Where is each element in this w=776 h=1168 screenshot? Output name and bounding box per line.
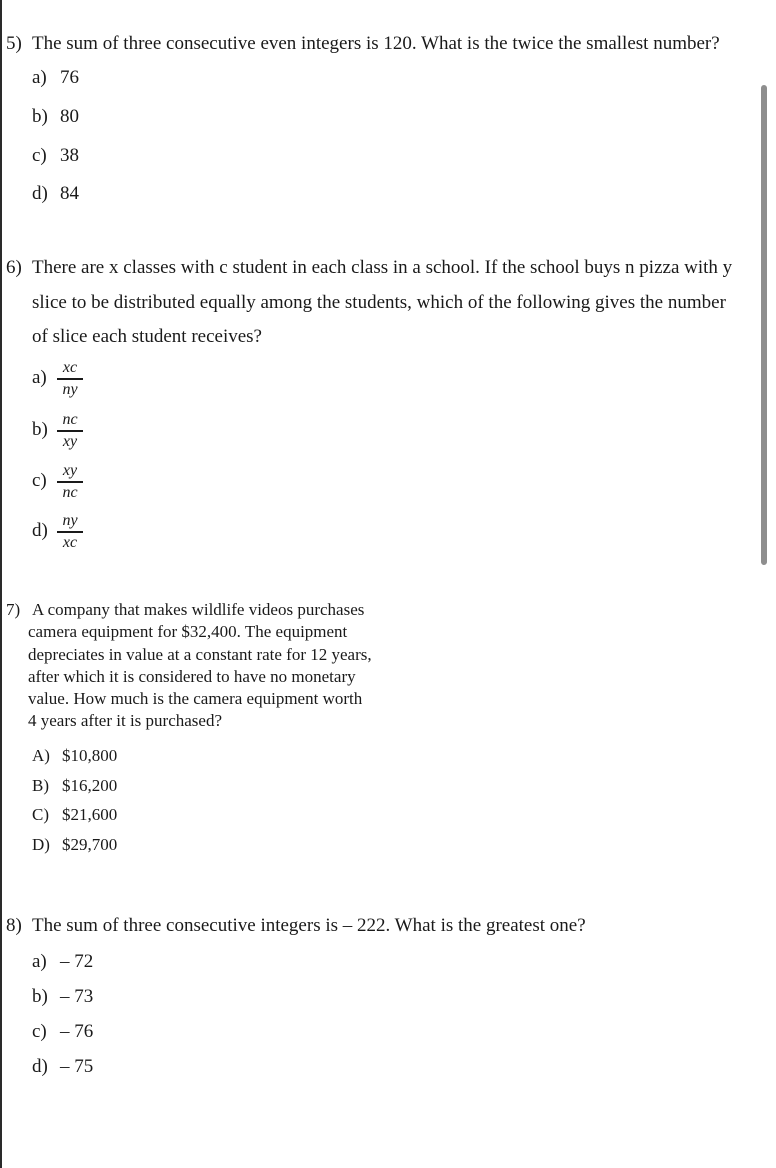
question-text: The sum of three consecutive even integers is 120. What is the twice the smallest number? [32, 33, 720, 54]
option-text: $21,600 [62, 805, 118, 824]
question-number: 6) [6, 257, 22, 278]
option-label: b) [32, 986, 48, 1007]
question-8 [6, 909, 586, 943]
option-text: – 72 [60, 951, 94, 972]
question-7 [6, 600, 364, 620]
option-text: – 76 [60, 1021, 94, 1042]
fraction [58, 358, 82, 400]
option-label: b) [32, 106, 48, 127]
option-label: c) [32, 1021, 47, 1042]
answer-option[interactable] [32, 776, 117, 796]
option-text: – 75 [60, 1056, 94, 1077]
option-label: A) [32, 746, 50, 765]
question-text: A company that makes wildlife videos purchases [32, 600, 365, 619]
answer-option[interactable] [32, 1056, 93, 1078]
question-text: depreciates in value at a constant rate for 12 years, [28, 645, 372, 664]
question-text: after which it is considered to have no monetary [28, 667, 356, 686]
fraction-denominator: ny [62, 380, 78, 398]
fraction-denominator: xy [62, 432, 78, 450]
answer-option[interactable] [32, 145, 79, 167]
question-text: The sum of three consecutive integers is – 222. What is the greatest one? [32, 915, 586, 936]
option-label: B) [32, 776, 49, 795]
answer-option[interactable] [32, 67, 79, 89]
fraction [58, 511, 82, 553]
question-number: 7) [6, 600, 21, 619]
question-text: There are x classes with c student in each class in a school. If the school buys n pizza with y [32, 257, 733, 278]
option-text: $29,700 [62, 835, 118, 854]
option-text: $16,200 [62, 776, 118, 795]
page-left-border [0, 0, 2, 1168]
option-text: 38 [60, 145, 79, 166]
question-text: 4 years after it is purchased? [28, 711, 222, 730]
fraction [58, 410, 82, 452]
option-label: c) [32, 470, 47, 491]
option-label: c) [32, 145, 47, 166]
answer-option[interactable] [32, 951, 93, 973]
option-label: a) [32, 951, 47, 972]
answer-option[interactable] [32, 835, 117, 855]
option-text: $10,800 [62, 746, 118, 765]
question-text: value. How much is the camera equipment worth [28, 689, 363, 708]
option-text: 76 [60, 67, 79, 88]
option-text: – 73 [60, 986, 94, 1007]
fraction-denominator: nc [62, 483, 78, 501]
option-label: C) [32, 805, 49, 824]
fraction-numerator: ny [62, 512, 78, 529]
answer-option[interactable] [32, 986, 93, 1008]
fraction-numerator: nc [62, 411, 78, 428]
answer-option[interactable] [32, 805, 117, 825]
option-text: 80 [60, 106, 79, 127]
option-label: d) [32, 520, 48, 541]
question-6 [6, 251, 732, 285]
option-label: b) [32, 419, 48, 440]
question-text: camera equipment for $32,400. The equipment [28, 622, 348, 641]
option-label: d) [32, 183, 48, 204]
fraction [58, 461, 82, 503]
answer-option[interactable] [32, 183, 79, 205]
question-number: 8) [6, 915, 22, 936]
answer-option[interactable] [32, 746, 117, 766]
option-label: D) [32, 835, 50, 854]
fraction-numerator: xy [62, 462, 78, 479]
answer-option[interactable] [32, 106, 79, 128]
fraction-denominator: xc [62, 533, 78, 551]
question-number: 5) [6, 33, 22, 54]
option-text: 84 [60, 183, 79, 204]
option-label: a) [32, 367, 47, 388]
question-text: of slice each student receives? [32, 326, 262, 347]
vertical-scrollbar[interactable] [761, 85, 767, 565]
question-5 [6, 27, 720, 61]
option-label: a) [32, 67, 47, 88]
question-text: slice to be distributed equally among the students, which of the following gives the number [32, 292, 726, 313]
option-label: d) [32, 1056, 48, 1077]
fraction-numerator: xc [62, 359, 78, 376]
answer-option[interactable] [32, 1021, 93, 1043]
